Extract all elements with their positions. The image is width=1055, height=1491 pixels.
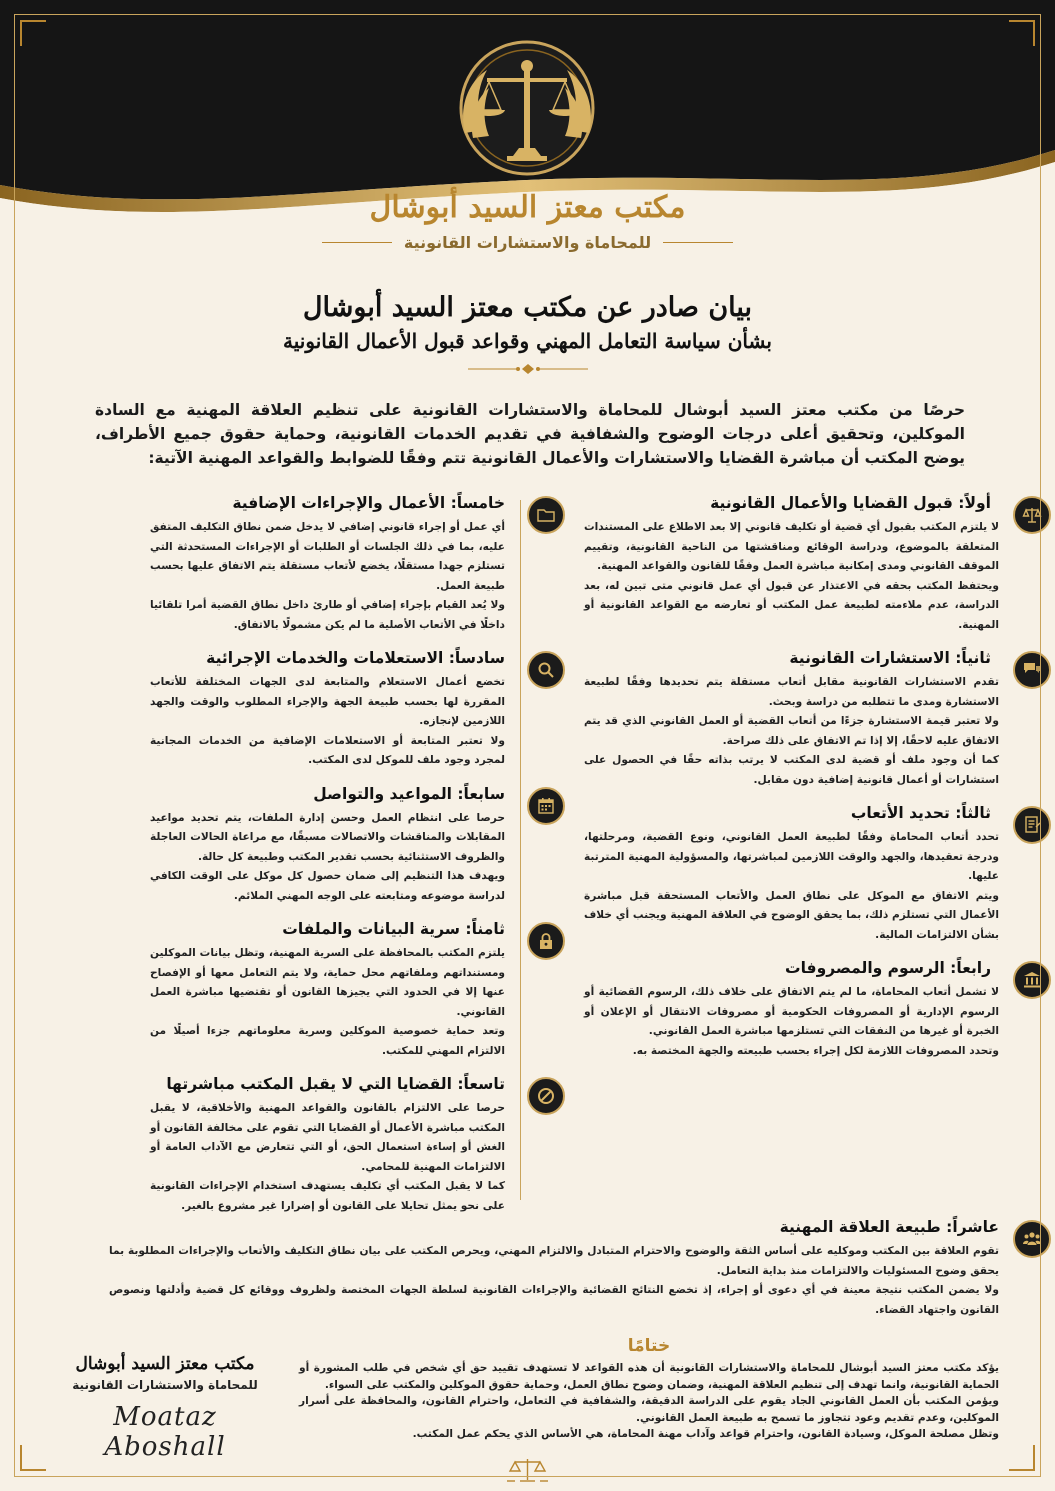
section-acceptance	[584, 494, 999, 635]
brand-name: مكتب معتز السيد أبوشال	[369, 190, 686, 225]
handwritten-signature: Moataz Aboshall	[104, 1402, 226, 1462]
section-title: خامساً: الأعمال والإجراءات الإضافية	[232, 494, 505, 512]
section-paragraph: ولا تعتبر المتابعة أو الاستعلامات الإضافية من الخدمات المجانية لمجرد وجود ملف للموكل لدى المكتب.	[150, 734, 505, 766]
closing-paragraph: يؤكد مكتب معتز السيد أبوشال للمحاماة والاستشارات القانونية أن هذه القواعد لا تستهدف تقييد حق أي شخص في طلب المشورة أو الحماية القانونية، وانما تهدف إلى تنظيم العلاقة المهنية، وضمان وضوح نطاق العمل، وحماية حقوق الموكلين والمكتب على السواء.	[299, 1362, 999, 1391]
section-title: ثالثاً: تحديد الأتعاب	[850, 804, 991, 822]
scales-footer-icon	[505, 1456, 550, 1484]
section-consultations	[584, 649, 999, 790]
search-icon	[527, 651, 565, 689]
section-paragraph: ولا يُعد القيام بإجراء إضافي أو طارئ داخل نطاق القضية أمرا تلقائيا داخلًا في الأتعاب الأصلية ما لم يكن مشمولًا بالاتفاق.	[150, 599, 505, 631]
section-paragraph: وتحدد المصروفات اللازمة لكل إجراء بحسب طبيعته والجهة المختصة به.	[632, 1044, 999, 1057]
section-paragraph: كما أن وجود ملف أو قضية لدى المكتب لا يرتب بذاته حقًا في الحصول على استشارات أو أعمال قانونية إضافية دون مقابل.	[584, 754, 999, 786]
signature-office-subtitle: للمحاماة والاستشارات القانونية	[72, 1378, 258, 1392]
section-paragraph: وتعد حماية خصوصية الموكلين وسرية معلوماتهم جزءا أصيلًا من الالتزام المهني للمكتب.	[150, 1025, 505, 1057]
section-inquiries	[150, 649, 505, 771]
section-title: سابعاً: المواعيد والتواصل	[313, 784, 505, 803]
section-title: سادساً: الاستعلامات والخدمات الإجرائية	[206, 649, 505, 667]
intro-paragraph: حرصًا من مكتب معتز السيد أبوشال للمحاماة والاستشارات القانونية على تنظيم العلاقة المهنية مع السادة الموكلين، وتحقيق أعلى درجات الوضوح والشفافية في تقديم الخدمات القانونية، وحماية حقوق جميع الأطراف، يوضح المكتب أن مباشرة القضايا والاستشارات والأعمال القانونية تتم وفقًا للضوابط والقواعد المهنية الآتية:	[95, 401, 965, 467]
section-paragraph: حرصا على انتظام العمل وحسن إدارة الملفات، يتم تحديد مواعيد المقابلات والمناقشات والاتصالات مسبقًا، مع مراعاة الحالات العاجلة والظروف الاستثنائية بحسب تقدير المكتب وطبيعة كل حالة.	[150, 811, 505, 863]
header	[0, 0, 1055, 270]
brand-subtitle-text: للمحاماة والاستشارات القانونية	[403, 233, 652, 252]
section-refused-cases	[150, 1075, 505, 1216]
section-paragraph: تحدد أتعاب المحاماة وفقًا لطبيعة العمل القانوني، ونوع القضية، ومرحلتها، ودرجة تعقيدها، والجهد والوقت اللازمين لمباشرتها، والمسؤولية المهنية المترتبة عليها.	[584, 831, 999, 882]
signature-block	[50, 1354, 280, 1462]
right-column	[584, 494, 999, 1075]
section-paragraph: تقوم العلاقة بين المكتب وموكليه على أساس الثقة والوضوح والاحترام المتبادل والالتزام المهني، ويحرص المكتب على بيان نطاق التكليف والأتعاب والإجراءات المطلوبة بما يحقق وضوح المسئوليات والالتزامات منذ بداية التعامل.	[109, 1245, 999, 1277]
section-paragraph: كما لا يقبل المكتب أي تكليف يستهدف استخدام الإجراءات القانونية على نحو يمثل تحايلا على القانون أو إضرارا غير مشروع بالغير.	[150, 1180, 505, 1212]
closing-section	[299, 1336, 999, 1443]
scales-of-justice-emblem	[417, 38, 637, 188]
signature-office-name: مكتب معتز السيد أبوشال	[75, 1354, 255, 1374]
section-paragraph: ولا تعتبر قيمة الاستشارة جزءًا من أتعاب القضية أو العمل القانوني الذي قد يتم الاتفاق عليه لاحقًا، إلا إذا تم الاتفاق على ذلك صراحة.	[584, 715, 999, 747]
section-paragraph: لا يلتزم المكتب بقبول أي قضية أو تكليف قانوني إلا بعد الاطلاع على المستندات المتعلقة بالموضوع، ودراسة الوقائع ومناقشتها من الناحية القانونية، وتقييم الموقف القانوني ومدى إمكانية مباشرة العمل وفقًا للقانون والقواعد المهنية.	[584, 521, 999, 572]
scales-icon	[1013, 496, 1051, 534]
brand-block	[0, 190, 1055, 252]
section-paragraph: يلتزم المكتب بالمحافظة على السرية المهنية، وتظل بيانات الموكلين ومستنداتهم وملفاتهم محل حماية، ولا يتم التعامل معها أو الإفصاح عنها إلا في الحدود التي يجيزها القانون أو تقتضيها مباشرة العمل القانوني.	[150, 947, 505, 1018]
column-divider	[520, 500, 521, 1200]
section-fees	[584, 804, 999, 945]
section-paragraph: ويهدف هذا التنظيم إلى ضمان حصول كل موكل على الوقت الكافي لدراسة موضوعه ومتابعته على الوجه المهني الملائم.	[150, 870, 505, 902]
section-paragraph: ولا يضمن المكتب نتيجة معينة في أي دعوى أو إجراء، إذ تخضع النتائج القضائية والإجراءات القانونية لسلطة الجهات المختصة ولظروف ووقائع كل قضية وأدلتها ونصوص القانون واجتهاد القضاء.	[109, 1284, 999, 1316]
statement-title	[0, 292, 1055, 379]
section-title: عاشراً: طبيعة العلاقة المهنية	[779, 1218, 999, 1236]
divider-line	[663, 242, 733, 243]
section-paragraph: تقدم الاستشارات القانونية مقابل أتعاب مستقلة يتم تحديدها وفقًا لطبيعة الاستشارة ومدى ما تتطلبه من دراسة وبحث.	[584, 676, 999, 708]
section-title: ثامناً: سرية البيانات والملفات	[282, 920, 505, 938]
chat-icon	[1013, 651, 1051, 689]
closing-paragraph: ويؤمن المكتب بأن العمل القانوني الجاد يقوم على الدراسة الدقيقة، والشفافية في التعامل، واحترام القانون، والمحافظة على أسرار الموكلين، وعدم تقديم وعود تتجاوز ما تسمح به طبيعة العمل القانوني.	[299, 1395, 999, 1424]
section-title: أولاً: قبول القضايا والأعمال القانونية	[710, 494, 991, 512]
section-confidentiality	[150, 920, 505, 1061]
closing-title: ختامًا	[627, 1336, 671, 1356]
section-additional-work	[150, 494, 505, 635]
section-title: ثانياً: الاستشارات القانونية	[789, 649, 991, 667]
section-paragraph: ويتم الاتفاق مع الموكل على نطاق العمل والأتعاب المستحقة قبل مباشرة الأعمال التي تستلزم ذلك، بما يحقق الوضوح في العلاقة المهنية ويجنب أي خلاف بشأن الالتزامات المالية.	[584, 889, 999, 941]
corner-ornament	[20, 20, 46, 46]
section-paragraph: ويحتفظ المكتب بحقه في الاعتذار عن قبول أي عمل قانوني متى تبين له، بعد الدراسة، عدم ملاءمته لطبيعة عمل المكتب أو تعارضه مع القواعد القانونية أو المهنية.	[584, 579, 999, 631]
ornament-divider	[468, 363, 588, 375]
corner-ornament	[1009, 1445, 1035, 1471]
section-appointments	[150, 785, 505, 907]
section-expenses	[584, 959, 999, 1061]
corner-ornament	[20, 1445, 46, 1471]
people-icon	[1013, 1220, 1051, 1258]
closing-paragraph: وتظل مصلحة الموكل، وسيادة القانون، واحترام قواعد وآداب مهنة المحاماة، هي الأساس الذي يحكم عمل المكتب.	[412, 1428, 999, 1440]
prohibited-icon	[527, 1077, 565, 1115]
section-title: رابعاً: الرسوم والمصروفات	[785, 959, 991, 977]
section-paragraph: حرصا على الالتزام بالقانون والقواعد المهنية والأخلاقية، لا يقبل المكتب مباشرة الأعمال أو القضايا التي تقوم على مخالفة القانون أو الغش أو إساءة استعمال الحق، أو التي تتعارض مع الآداب العامة أو الالتزامات المهنية للمحامي.	[150, 1102, 505, 1173]
document-icon	[1013, 806, 1051, 844]
title-subtitle: بشأن سياسة التعامل المهني وقواعد قبول الأعمال القانونية	[283, 329, 772, 353]
folder-icon	[527, 496, 565, 534]
brand-subtitle	[0, 233, 1055, 252]
calendar-icon	[527, 787, 565, 825]
section-paragraph: أي عمل أو إجراء قانوني إضافي لا يدخل ضمن نطاق التكليف المتفق عليه، بما في ذلك الجلسات أو الطلبات أو الإجراءات المستحدثة التي تستلزم جهدا مستقلًا، يخضع لأتعاب مستقلة يتم الاتفاق عليها بحسب طبيعة العمل.	[150, 521, 505, 592]
section-relationship	[109, 1218, 999, 1320]
title-main: بيان صادر عن مكتب معتز السيد أبوشال	[302, 292, 753, 323]
section-paragraph: لا تشمل أتعاب المحاماة، ما لم يتم الاتفاق على خلاف ذلك، الرسوم القضائية أو الرسوم الإدارية أو المصروفات الحكومية أو مصروفات الانتقال أو الإعلان أو الخبرة أو غيرها من النفقات التي تستلزمها مباشرة العمل القانوني.	[584, 986, 999, 1037]
lock-icon	[527, 922, 565, 960]
left-column	[150, 494, 505, 1230]
divider-line	[322, 242, 392, 243]
section-paragraph: تخضع أعمال الاستعلام والمتابعة لدى الجهات المختلفة للأتعاب المقررة لها بحسب طبيعة الجهة والإجراء المطلوب والوقت والجهد اللازمين لإنجازه.	[150, 676, 505, 727]
bank-icon	[1013, 961, 1051, 999]
section-title: تاسعاً: القضايا التي لا يقبل المكتب مباشرتها	[166, 1075, 505, 1093]
corner-ornament	[1009, 20, 1035, 46]
